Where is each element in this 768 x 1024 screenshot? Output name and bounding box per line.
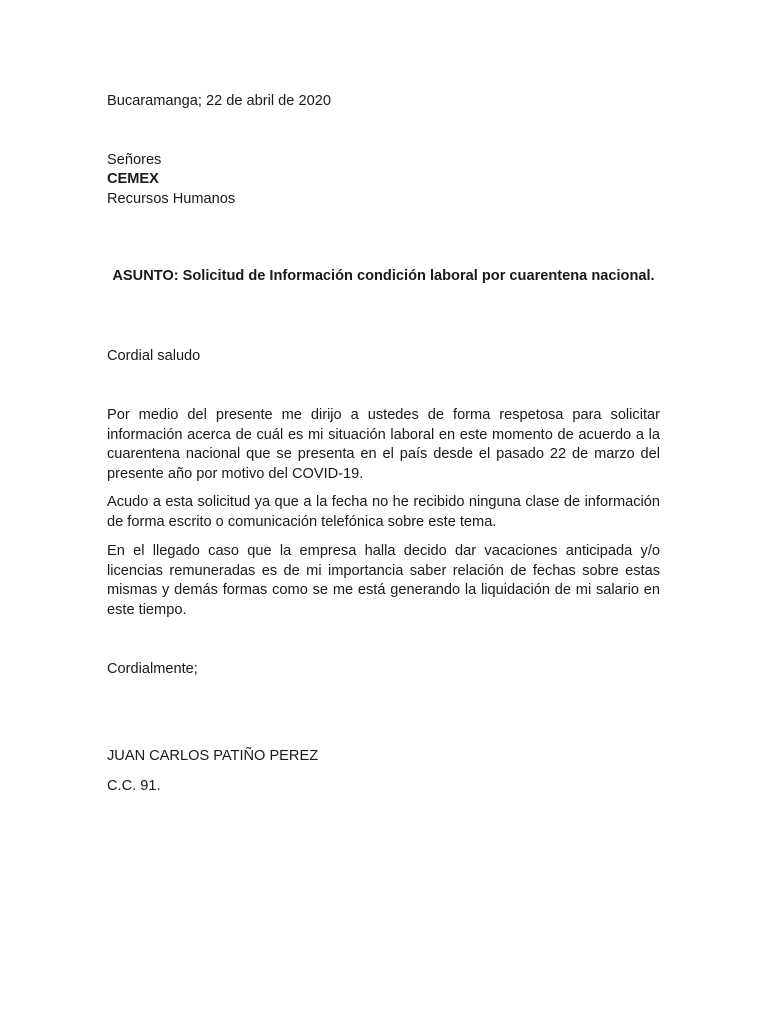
recipient-salutation: Señores: [107, 152, 162, 168]
recipient-department: Recursos Humanos: [107, 191, 236, 207]
signer-name: JUAN CARLOS PATIÑO PEREZ: [107, 748, 319, 764]
greeting: Cordial saludo: [107, 348, 201, 364]
body-paragraph-2: Acudo a esta solicitud ya que a la fecha no he recibido ninguna clase de información de forma escrito o comunicación telefónica sobre este tema.: [107, 494, 660, 530]
recipient-company: CEMEX: [107, 171, 159, 187]
signer-id: C.C. 91.: [107, 778, 161, 794]
closing: Cordialmente;: [107, 661, 198, 677]
subject-line: ASUNTO: Solicitud de Información condición laboral por cuarentena nacional.: [112, 268, 655, 284]
body-paragraph-3: En el llegado caso que la empresa halla decido dar vacaciones anticipada y/o licencias remuneradas es de mi importancia saber relación de fechas sobre estas mismas y demás formas como se me está generando la liquidación de mi salario en este tiempo.: [107, 543, 660, 618]
body-paragraph-1: Por medio del presente me dirijo a ustedes de forma respetosa para solicitar información acerca de cuál es mi situación laboral en este momento de acuerdo a la cuarentena nacional que se presenta en el país desde el pasado 22 de marzo del presente año por motivo del COVID-19.: [107, 407, 660, 482]
place-date: Bucaramanga; 22 de abril de 2020: [107, 93, 331, 109]
